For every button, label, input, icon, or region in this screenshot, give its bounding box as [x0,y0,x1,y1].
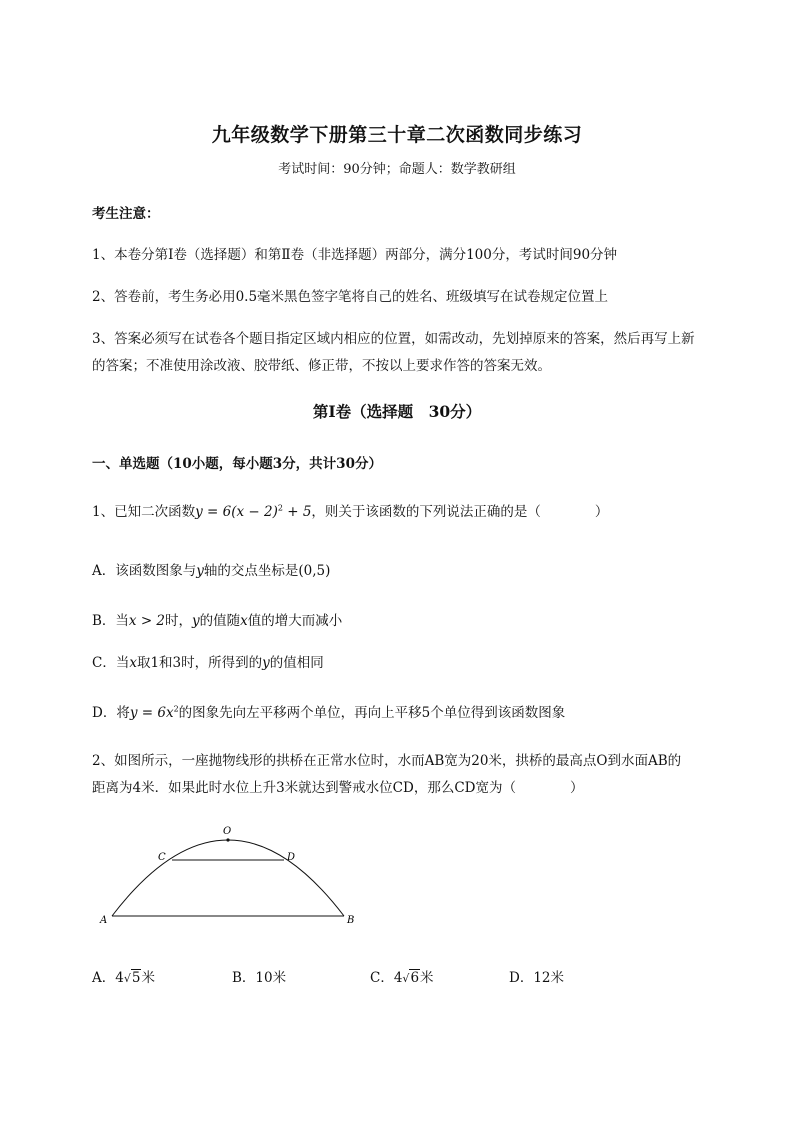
q2-a-radicand: 5 [131,970,141,986]
notice-item-2: 2、答卷前，考生务必用0.5毫米黑色签字笔将自己的姓名、班级填写在试卷规定位置上 [92,289,609,305]
q1-suffix: ，则关于该函数的下列说法正确的是（ ） [311,504,609,520]
label-b: B [347,915,355,926]
q1-c-prefix: C．当 [92,655,130,671]
vertex-point-o [226,838,229,841]
exam-subtitle: 考试时间：90分钟；命题人：数学教研组 [278,162,516,177]
q1-c-suffix: 的值相同 [269,655,324,671]
q2-option-b[interactable]: B．10米 [232,970,287,986]
q1-b-cond: x > 2 [128,613,166,629]
notice-item-3-cont: 的答案；不准使用涂改液、胶带纸、修正带，不按以上要求作答的答案无效。 [92,358,551,374]
question-2-stem-line2: 距离为4米．如果此时水位上升3米就达到警戒水位CD，那么CD宽为（ ） [92,780,584,796]
section-title: 第Ⅰ卷（选择题 30分） [312,402,482,421]
notice-item-3: 3、答案必须写在试卷各个题目指定区域内相应的位置，如需改动，先划掉原来的答案，然后再写上新 [92,331,695,347]
q2-option-d[interactable]: D．12米 [509,970,565,986]
q2-a-unit: 米 [141,970,155,986]
label-o: O [223,826,232,837]
page-title: 九年级数学下册第三十章二次函数同步练习 [211,124,583,146]
q2-a-prefix: A．4 [92,970,124,986]
q1-b-var2: x [240,613,248,629]
q1-c-var2: y [262,655,270,671]
q1-d-formula: y = 6x [129,705,174,721]
part-heading: 一、单选题（10小题，每小题3分，共计30分） [92,456,382,472]
q1-prefix: 1、已知二次函数 [92,504,196,520]
notice-item-1: 1、本卷分第Ⅰ卷（选择题）和第Ⅱ卷（非选择题）两部分，满分100分，考试时间90分钟 [92,247,618,263]
label-a: A [100,915,108,926]
label-d: D [287,852,296,863]
q1-d-suffix: 的图象先向左平移两个单位，再向上平移5个单位得到该函数图象 [178,705,566,721]
q1-option-c[interactable] [92,651,324,671]
arch-bridge-figure [90,818,370,930]
label-c: C [158,852,166,863]
q1-a-suffix: 轴的交点坐标是(0,5) [203,563,331,579]
notice-heading: 考生注意： [92,206,160,222]
q1-b-var1: y [192,613,200,629]
question-1-stem [92,500,608,520]
q2-option-c[interactable]: C．4√6米 [370,970,434,986]
q1-c-var1: x [129,655,137,671]
q1-b-mid2: 的值随 [199,613,241,629]
q1-formula: y = 6(x − 2) [195,504,278,520]
q1-formula-tail: + 5 [282,504,312,520]
q2-option-a[interactable]: A．4√5米 [92,970,155,986]
q1-b-mid1: 时， [165,613,193,629]
q1-c-mid: 取1和3时，所得到的 [136,655,263,671]
q1-exponent: 2 [277,503,283,513]
q1-option-b[interactable] [92,609,342,629]
arch-parabola [112,840,344,916]
q1-option-a[interactable] [92,559,330,579]
question-2-stem-line1: 2、如图所示，一座抛物线形的拱桥在正常水位时，水而AB宽为20米，拱桥的最高点O到水面AB的 [92,753,682,769]
q1-d-prefix: D．将 [92,705,130,721]
q2-c-unit: 米 [420,970,434,986]
q1-b-prefix: B．当 [92,613,129,629]
q2-c-radicand: 6 [410,970,420,986]
q1-option-d[interactable] [92,701,565,721]
q1-a-prefix: A．该函数图象与 [92,563,197,579]
q1-b-suffix: 值的增大而减小 [247,613,343,629]
q1-d-exponent: 2 [173,704,179,714]
q2-c-prefix: C．4 [370,970,403,986]
q1-a-var: y [196,563,204,579]
